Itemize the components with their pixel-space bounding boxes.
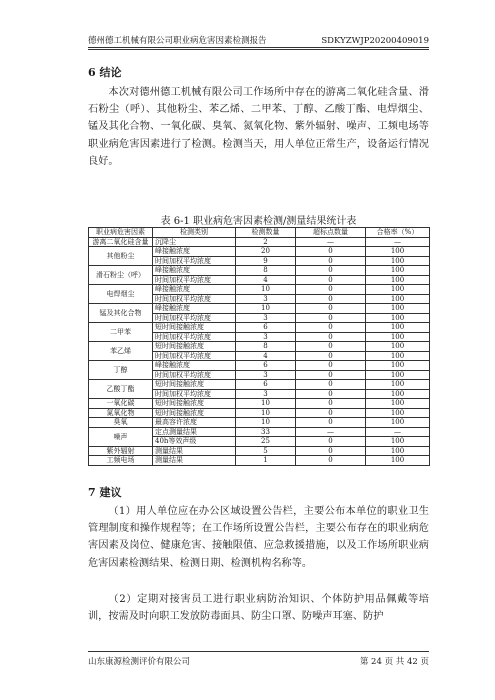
count-cell: 25: [236, 437, 296, 447]
count-cell: 3: [236, 370, 296, 380]
type-cell: 测量结果: [153, 456, 236, 466]
table-row: [89, 342, 430, 352]
footer-company: 山东康源检测评价有限公司: [88, 657, 191, 667]
header-report-number: SDKYZWJP20200409019: [321, 36, 429, 46]
table-row: [89, 427, 430, 437]
table-row: [89, 380, 430, 390]
factor-cell: 紫外辐射: [89, 446, 153, 456]
table-row: [89, 237, 430, 247]
over-cell: 0: [296, 456, 366, 466]
rate-cell: 100: [366, 389, 430, 399]
type-cell: 短时间接触浓度: [153, 399, 236, 409]
count-cell: 8: [236, 342, 296, 352]
rate-cell: 100: [366, 342, 430, 352]
over-cell: 0: [296, 437, 366, 447]
table-row: [89, 418, 430, 428]
over-cell: 0: [296, 418, 366, 428]
count-cell: 4: [236, 275, 296, 285]
type-cell: 峰接触浓度: [153, 247, 236, 257]
table-row: [89, 408, 430, 418]
type-cell: 时间加权平均浓度: [153, 351, 236, 361]
type-cell: 沉降尘: [153, 237, 236, 247]
count-cell: 4: [236, 351, 296, 361]
over-cell: 0: [296, 332, 366, 342]
factor-cell: 苯乙烯: [89, 342, 153, 361]
count-cell: 3: [236, 389, 296, 399]
table-row: [89, 323, 430, 333]
count-cell: 6: [236, 323, 296, 333]
type-cell: 定点测量结果: [153, 427, 236, 437]
factor-cell: 氮氧化物: [89, 408, 153, 418]
rate-cell: 100: [366, 256, 430, 266]
rate-cell: 100: [366, 323, 430, 333]
rate-cell: 100: [366, 437, 430, 447]
table-row: [89, 304, 430, 314]
type-cell: 最高容许浓度: [153, 418, 236, 428]
header-company: 德州德工机械有限公司职业病危害因素检测报告: [88, 36, 267, 46]
count-cell: 9: [236, 256, 296, 266]
results-table: [88, 227, 430, 466]
over-cell: 0: [296, 351, 366, 361]
section-6-title: 6 结论: [88, 66, 122, 79]
factor-cell: 游离二氧化硅含量: [89, 237, 153, 247]
section-6-paragraph: 本次对德州德工机械有限公司工作场所中存在的游离二氧化硅含量、滑石粉尘（呼）、其他粉尘、苯乙烯、二甲苯、丁醇、乙酸丁酯、电焊烟尘、锰及其化合物、一氧化碳、臭氧、氮氧化物、紫外辐射、噪声、工频电场等职业病危害因素进行了检测。检测当天，用人单位正常生产，设备运行情况良好。: [88, 87, 429, 167]
factor-cell: 二甲苯: [89, 323, 153, 342]
over-cell: 0: [296, 361, 366, 371]
count-cell: 6: [236, 361, 296, 371]
table-header-row: [89, 228, 430, 238]
rate-cell: 100: [366, 456, 430, 466]
col-header-type: 检测类别: [153, 228, 236, 238]
factor-cell: 其他粉尘: [89, 247, 153, 266]
rate-cell: 100: [366, 332, 430, 342]
over-cell: 0: [296, 266, 366, 276]
rate-cell: —: [366, 427, 430, 437]
rate-cell: 100: [366, 408, 430, 418]
factor-cell: 锰及其化合物: [89, 304, 153, 323]
count-cell: 10: [236, 399, 296, 409]
type-cell: 短时间接触浓度: [153, 380, 236, 390]
page-footer: [88, 655, 429, 667]
over-cell: 0: [296, 446, 366, 456]
factor-cell: 电焊烟尘: [89, 285, 153, 304]
count-cell: 10: [236, 408, 296, 418]
type-cell: 时间加权平均浓度: [153, 389, 236, 399]
factor-cell: 工频电场: [89, 456, 153, 466]
rate-cell: 100: [366, 313, 430, 323]
rate-cell: 100: [366, 275, 430, 285]
count-cell: 5: [236, 446, 296, 456]
rate-cell: 100: [366, 380, 430, 390]
type-cell: 时间加权平均浓度: [153, 332, 236, 342]
table-row: [89, 361, 430, 371]
over-cell: 0: [296, 389, 366, 399]
over-cell: 0: [296, 380, 366, 390]
count-cell: 6: [236, 380, 296, 390]
type-cell: 时间加权平均浓度: [153, 256, 236, 266]
type-cell: 短时间接触浓度: [153, 342, 236, 352]
type-cell: 峰接触浓度: [153, 361, 236, 371]
section-7-paragraph-1: （1）用人单位应在办公区域设置公告栏，主要公布本单位的职业卫生管理制度和操作规程等；在工作场所设置公告栏，主要公布存在的职业病危害因素及岗位、健康危害、接触限值、应急救援措施，以及工作场所职业病危害因素检测结果、检测日期、检测机构名称等。: [88, 506, 429, 569]
factor-cell: 臭氧: [89, 418, 153, 428]
rate-cell: 100: [366, 285, 430, 295]
over-cell: 0: [296, 256, 366, 266]
count-cell: 3: [236, 313, 296, 323]
table-row: [89, 446, 430, 456]
page-header: [88, 30, 429, 46]
factor-cell: 滑石粉尘（呼）: [89, 266, 153, 285]
col-header-over: 超标点数量: [296, 228, 366, 238]
rate-cell: —: [366, 237, 430, 247]
type-cell: 峰接触浓度: [153, 304, 236, 314]
section-7-paragraph-2: （2）定期对接害员工进行职业病防治知识、个体防护用品佩戴等培训，按需及时向职工发放防毒面具、防尘口罩、防噪声耳塞、防护: [88, 594, 429, 623]
over-cell: —: [296, 427, 366, 437]
count-cell: 33: [236, 427, 296, 437]
type-cell: 时间加权平均浓度: [153, 294, 236, 304]
table-row: [89, 399, 430, 409]
type-cell: 40h等效声级: [153, 437, 236, 447]
rate-cell: 100: [366, 247, 430, 257]
rate-cell: 100: [366, 294, 430, 304]
factor-cell: 丁醇: [89, 361, 153, 380]
factor-cell: 乙酸丁酯: [89, 380, 153, 399]
table-body: [89, 237, 430, 465]
over-cell: 0: [296, 408, 366, 418]
table-row: [89, 247, 430, 257]
col-header-rate: 合格率（%）: [366, 228, 430, 238]
col-header-count: 检测数量: [236, 228, 296, 238]
count-cell: 20: [236, 247, 296, 257]
factor-cell: 一氧化碳: [89, 399, 153, 409]
count-cell: 1: [236, 456, 296, 466]
footer-rule: [88, 651, 429, 652]
over-cell: 0: [296, 399, 366, 409]
rate-cell: 100: [366, 266, 430, 276]
over-cell: 0: [296, 294, 366, 304]
count-cell: 10: [236, 285, 296, 295]
over-cell: 0: [296, 275, 366, 285]
rate-cell: 100: [366, 418, 430, 428]
type-cell: 短时间接触浓度: [153, 408, 236, 418]
rate-cell: 100: [366, 361, 430, 371]
type-cell: 短时间接触浓度: [153, 323, 236, 333]
count-cell: 3: [236, 332, 296, 342]
count-cell: 10: [236, 418, 296, 428]
factor-cell: 噪声: [89, 427, 153, 446]
type-cell: 时间加权平均浓度: [153, 370, 236, 380]
type-cell: 时间加权平均浓度: [153, 313, 236, 323]
col-header-factor: 职业病危害因素: [89, 228, 153, 238]
type-cell: 测量结果: [153, 446, 236, 456]
type-cell: 峰接触浓度: [153, 285, 236, 295]
type-cell: 时间加权平均浓度: [153, 275, 236, 285]
header-rule-thin: [88, 49, 429, 50]
rate-cell: 100: [366, 399, 430, 409]
over-cell: 0: [296, 304, 366, 314]
over-cell: 0: [296, 313, 366, 323]
count-cell: 2: [236, 237, 296, 247]
over-cell: 0: [296, 247, 366, 257]
page-number: 第 24 页 共 42 页: [359, 657, 429, 667]
over-cell: —: [296, 237, 366, 247]
rate-cell: 100: [366, 351, 430, 361]
type-cell: 峰接触浓度: [153, 266, 236, 276]
count-cell: 3: [236, 294, 296, 304]
over-cell: 0: [296, 285, 366, 295]
table-row: [89, 456, 430, 466]
rate-cell: 100: [366, 446, 430, 456]
table-caption: 表 6-1 职业病危害因素检测/测量结果统计表: [160, 216, 357, 227]
over-cell: 0: [296, 370, 366, 380]
over-cell: 0: [296, 342, 366, 352]
section-7-title: 7 建议: [88, 486, 122, 499]
rate-cell: 100: [366, 370, 430, 380]
header-rule: [88, 47, 429, 48]
over-cell: 0: [296, 323, 366, 333]
count-cell: 10: [236, 304, 296, 314]
count-cell: 8: [236, 266, 296, 276]
rate-cell: 100: [366, 304, 430, 314]
table-row: [89, 266, 430, 276]
table-row: [89, 285, 430, 295]
